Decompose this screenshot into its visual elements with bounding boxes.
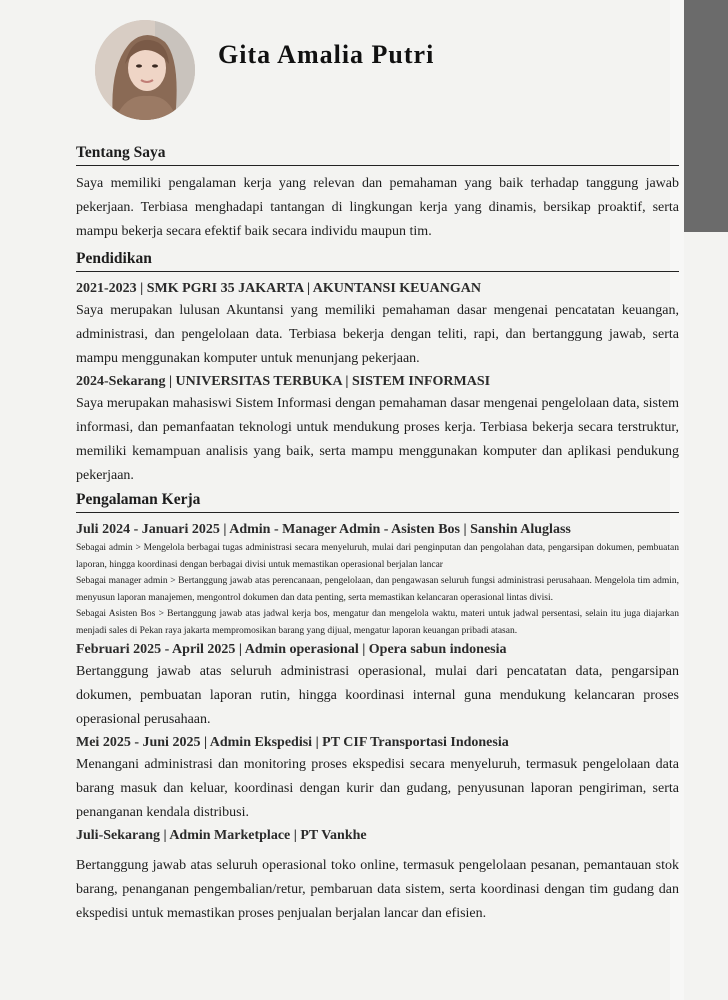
job-description: Bertanggung jawab atas seluruh operasional toko online, termasuk pengelolaan pesanan, pemantauan stok barang, penanganan pengembalian/retur, pembaruan data sistem, serta koordinasi dengan tim gudang dan ekspedisi untuk memastikan proses penjualan berjalan lancar dan efisien.	[76, 858, 679, 921]
experience-heading: Pengalaman Kerja	[76, 491, 679, 513]
job-title: Februari 2025 - April 2025 | Admin operasional | Opera sabun indonesia	[76, 642, 507, 657]
about-heading: Tentang Saya	[76, 144, 679, 166]
education-entry-text: Saya merupakan lulusan Akuntansi yang memiliki pemahaman dasar mengenai pencatatan keuangan, administrasi, dan pengelolaan data. Terbiasa bekerja dengan teliti, rapi, dan bertanggung jawab, serta mampu menggunakan komputer untuk menunjang pekerjaan.	[76, 303, 679, 366]
job-title: Juli-Sekarang | Admin Marketplace | PT Vankhe	[76, 828, 367, 843]
job-detail: Sebagai admin > Mengelola berbagai tugas administrasi secara menyeluruh, mulai dari penginputan dan pengolahan data, pengarsipan dokumen, pembuatan laporan, hingga koordinasi dengan berbagai divisi untuk memastikan operasional berjalan lancar	[76, 543, 679, 570]
job-detail: Sebagai manager admin > Bertanggung jawab atas perencanaan, pengelolaan, dan pengawasan seluruh fungsi administrasi perusahaan. Mengelola tim admin, menyusun laporan manajemen, mengontrol dokumen dan data penting, serta memastikan kelancaran operasional lintas divisi.	[76, 576, 679, 603]
scrollbar-thumb[interactable]	[684, 0, 728, 232]
candidate-name: Gita Amalia Putri	[218, 40, 435, 69]
education-entry-title: 2024-Sekarang | UNIVERSITAS TERBUKA | SISTEM INFORMASI	[76, 374, 491, 389]
experience-section	[76, 491, 679, 926]
education-heading: Pendidikan	[76, 250, 679, 272]
about-section	[76, 144, 679, 244]
education-section	[76, 250, 679, 488]
job-description: Menangani administrasi dan monitoring proses ekspedisi secara menyeluruh, termasuk pengelolaan data barang masuk dan keluar, koordinasi dengan kurir dan gudang, penyusunan laporan pengiriman, serta penanganan kendala distribusi.	[76, 757, 679, 820]
job-description: Bertanggung jawab atas seluruh administrasi operasional, mulai dari pencatatan data, pengarsipan dokumen, pembuatan laporan rutin, hingga koordinasi internal guna mendukung kelancaran proses operasional perusahaan.	[76, 664, 679, 727]
job-detail: Sebagai Asisten Bos > Bertanggung jawab atas jadwal kerja bos, mengatur dan mengelola waktu, materi untuk jadwal persentasi, selain itu juga diajarkan menjadi sales di Pekan raya jakarta mempromosikan barang yang dijual, mengatur laporan keuangan pribadi atasan.	[76, 609, 679, 636]
education-entry-title: 2021-2023 | SMK PGRI 35 JAKARTA | AKUNTANSI KEUANGAN	[76, 281, 481, 296]
resume-content	[76, 144, 679, 926]
profile-photo-illustration	[95, 20, 195, 120]
job-title: Juli 2024 - Januari 2025 | Admin - Manager Admin - Asisten Bos | Sanshin Aluglass	[76, 522, 571, 537]
job-title: Mei 2025 - Juni 2025 | Admin Ekspedisi | PT CIF Transportasi Indonesia	[76, 735, 509, 750]
profile-photo	[95, 20, 195, 120]
about-text: Saya memiliki pengalaman kerja yang relevan dan pemahaman yang baik terhadap tanggung jawab pekerjaan. Terbiasa menghadapi tantangan di lingkungan kerja yang dinamis, bersikap proaktif, serta mampu bekerja secara efektif baik secara individu maupun tim.	[76, 176, 679, 239]
education-entry-text: Saya merupakan mahasiswi Sistem Informasi dengan pemahaman dasar mengenai pengelolaan data, sistem informasi, dan pemanfaatan teknologi untuk mendukung proses kerja. Terbiasa bekerja secara terstruktur, memiliki kemampuan analisis yang baik, serta mampu menggunakan komputer dan aplikasi pendukung pekerjaan.	[76, 396, 679, 483]
